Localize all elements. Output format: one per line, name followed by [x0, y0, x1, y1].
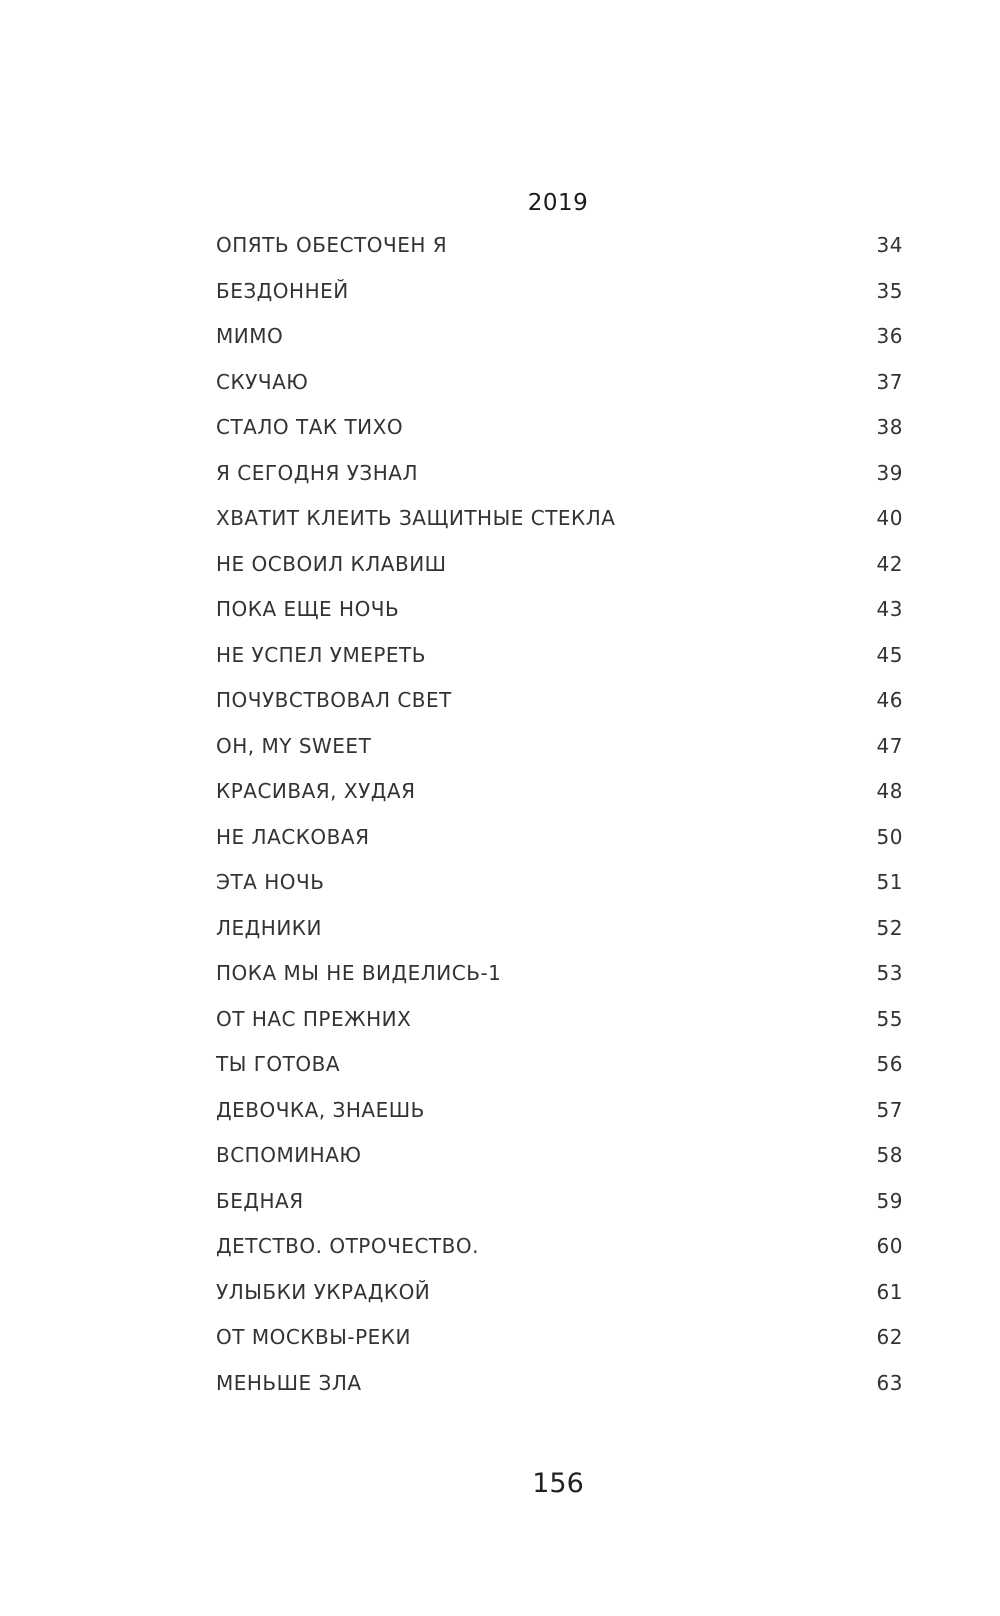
toc-entry-title: ВСПОМИНАЮ [216, 1143, 362, 1167]
toc-entry-page: 45 [876, 642, 903, 667]
toc-entry [216, 597, 903, 643]
toc-entry-title: ДЕТСТВО. ОТРОЧЕСТВО. [216, 1234, 479, 1258]
toc-entry-page: 38 [876, 415, 903, 439]
toc-entry-title: ХВАТИТ КЛЕИТЬ ЗАЩИТНЫЕ СТЕКЛА [216, 506, 616, 530]
toc-entry-title: ПОКА ЕЩЕ НОЧЬ [216, 597, 400, 621]
toc-entry-page: 58 [876, 1143, 903, 1167]
toc-entry-title: НЕ ЛАСКОВАЯ [216, 824, 370, 849]
toc-entry-page: 42 [876, 551, 903, 576]
toc-entry-title: ПОКА МЫ НЕ ВИДЕЛИСЬ-1 [216, 961, 502, 985]
table-of-contents [216, 233, 903, 1416]
toc-entry-page: 48 [876, 779, 903, 803]
toc-entry-title: ОТ НАС ПРЕЖНИХ [216, 1006, 412, 1031]
toc-entry [216, 643, 903, 689]
toc-entry [216, 734, 903, 780]
toc-entry [216, 1371, 903, 1417]
toc-entry [216, 324, 903, 370]
page-number: 156 [532, 1468, 584, 1499]
toc-entry-title: НЕ ОСВОИЛ КЛАВИШ [216, 551, 447, 576]
toc-entry-page: 43 [876, 597, 903, 621]
toc-entry [216, 916, 903, 962]
toc-entry-page: 37 [876, 369, 903, 394]
toc-entry-title: ДЕВОЧКА, ЗНАЕШЬ [216, 1097, 425, 1122]
toc-entry-title: УЛЫБКИ УКРАДКОЙ [216, 1279, 431, 1304]
toc-entry [216, 1325, 903, 1371]
toc-entry-title: Я СЕГОДНЯ УЗНАЛ [216, 460, 418, 485]
toc-entry-title: БЕЗДОННЕЙ [216, 278, 349, 303]
toc-entry-title: ЛЕДНИКИ [216, 915, 322, 940]
toc-entry [216, 370, 903, 416]
toc-entry-title: БЕДНАЯ [216, 1188, 304, 1213]
toc-entry-page: 60 [876, 1234, 903, 1258]
toc-entry-page: 57 [876, 1097, 903, 1122]
toc-entry-page: 55 [876, 1006, 903, 1031]
toc-entry-page: 63 [876, 1370, 903, 1395]
toc-entry-title: МЕНЬШЕ ЗЛА [216, 1370, 362, 1395]
toc-entry-page: 53 [876, 961, 903, 985]
toc-entry-title: МИМО [216, 324, 284, 348]
toc-entry-title: ЭТА НОЧЬ [216, 870, 325, 894]
toc-entry [216, 233, 903, 279]
toc-entry [216, 415, 903, 461]
toc-entry-page: 36 [876, 324, 903, 348]
toc-entry-title: ПОЧУВСТВОВАЛ СВЕТ [216, 688, 452, 712]
toc-entry [216, 1007, 903, 1053]
toc-entry-title: СТАЛО ТАК ТИХО [216, 415, 404, 439]
toc-entry-page: 47 [876, 733, 903, 758]
toc-entry-page: 56 [876, 1052, 903, 1076]
toc-entry [216, 688, 903, 734]
toc-entry-title: ОПЯТЬ ОБЕСТОЧЕН Я [216, 233, 448, 257]
toc-entry-page: 59 [876, 1188, 903, 1213]
toc-entry [216, 1189, 903, 1235]
toc-entry-page: 50 [876, 824, 903, 849]
toc-entry [216, 961, 903, 1007]
toc-entry-title: СКУЧАЮ [216, 369, 309, 394]
toc-entry-page: 46 [876, 688, 903, 712]
toc-entry-page: 62 [876, 1325, 903, 1349]
toc-entry [216, 870, 903, 916]
toc-entry [216, 552, 903, 598]
toc-entry-page: 51 [876, 870, 903, 894]
toc-entry [216, 1143, 903, 1189]
toc-entry-title: КРАСИВАЯ, ХУДАЯ [216, 779, 416, 803]
toc-entry-page: 35 [876, 278, 903, 303]
toc-entry-page: 61 [876, 1279, 903, 1304]
toc-entry-title: ОТ МОСКВЫ-РЕКИ [216, 1325, 411, 1349]
toc-entry [216, 1280, 903, 1326]
toc-entry-title: ТЫ ГОТОВА [216, 1052, 341, 1076]
toc-entry [216, 279, 903, 325]
toc-entry [216, 1052, 903, 1098]
toc-entry-page: 34 [876, 233, 903, 257]
toc-entry [216, 779, 903, 825]
toc-entry [216, 506, 903, 552]
toc-entry [216, 1234, 903, 1280]
toc-entry [216, 825, 903, 871]
toc-entry-title: НЕ УСПЕЛ УМЕРЕТЬ [216, 642, 426, 667]
toc-entry-title: OH, MY SWEET [216, 733, 372, 758]
toc-entry [216, 1098, 903, 1144]
toc-entry-page: 39 [876, 460, 903, 485]
toc-entry-page: 40 [876, 506, 903, 530]
toc-entry-page: 52 [876, 915, 903, 940]
toc-entry [216, 461, 903, 507]
section-year-heading: 2019 [527, 190, 589, 216]
